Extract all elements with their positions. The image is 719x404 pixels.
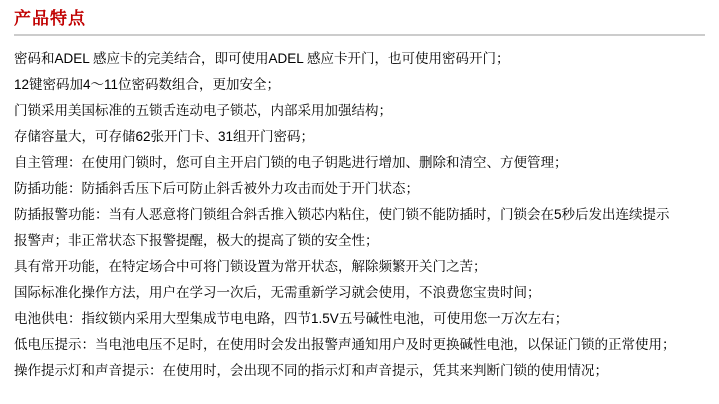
- list-item: 密码和ADEL 感应卡的完美结合，即可使用ADEL 感应卡开门，也可使用密码开门；: [14, 51, 510, 66]
- list-item: 报警声；非正常状态下报警提醒，极大的提高了锁的安全性；: [14, 233, 379, 248]
- list-item: 12键密码加4～11位密码数组合，更加安全；: [14, 77, 281, 92]
- feature-list: [14, 46, 705, 384]
- list-item: 自主管理：在使用门锁时，您可自主开启门锁的电子钥匙进行增加、删除和清空、方便管理；: [14, 155, 568, 170]
- list-item: 电池供电：指纹锁内采用大型集成节电电路，四节1.5V五号碱性电池，可使用您一万次左右；: [14, 311, 569, 326]
- list-item: 具有常开功能，在特定场合中可将门锁设置为常开状态，解除频繁开关门之苦；: [14, 259, 487, 274]
- list-item: 低电压提示：当电池电压不足时，在使用时会发出报警声通知用户及时更换碱性电池，以保证门锁的正常使用；: [14, 337, 676, 352]
- list-item: 存储容量大，可存储62张开门卡、31组开门密码；: [14, 129, 315, 144]
- list-item: 门锁采用美国标准的五锁舌连动电子锁芯，内部采用加强结构；: [14, 103, 392, 118]
- list-item: 防插功能：防插斜舌压下后可防止斜舌被外力攻击而处于开门状态；: [14, 181, 419, 196]
- title-divider: [14, 34, 705, 36]
- list-item: 国际标准化操作方法，用户在学习一次后，无需重新学习就会使用，不浪费您宝贵时间；: [14, 285, 541, 300]
- list-item: 防插报警功能：当有人恶意将门锁组合斜舌推入锁芯内粘住，使门锁不能防插时，门锁会在5秒后发出连续提示: [14, 207, 670, 222]
- page-title: 产品特点: [14, 9, 86, 28]
- list-item: 操作提示灯和声音提示：在使用时，会出现不同的指示灯和声音提示，凭其来判断门锁的使用情况；: [14, 363, 608, 378]
